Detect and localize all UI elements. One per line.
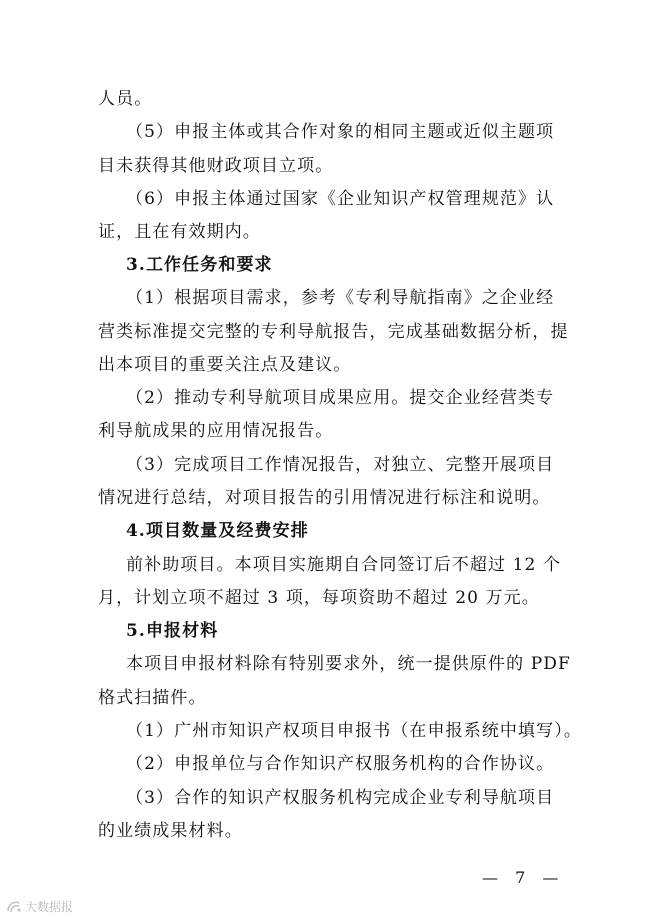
text-line: 的业绩成果材料。: [98, 821, 243, 841]
text-line: 本项目申报材料除有特别要求外，统一提供原件的 PDF: [126, 654, 571, 674]
text-line: （1）根据项目需求，参考《专利导航指南》之企业经: [126, 288, 555, 308]
text-line: 证，且在有效期内。: [98, 222, 261, 242]
watermark-text: 大数据报: [25, 900, 74, 914]
text-line: （3）合作的知识产权服务机构完成企业专利导航项目: [126, 788, 555, 808]
page-number: — 7 —: [482, 868, 565, 887]
text-line: 月，计划立项不超过 3 项，每项资助不超过 20 万元。: [98, 588, 540, 608]
text-line: 格式扫描件。: [98, 688, 207, 708]
text-line: 目未获得其他财政项目立项。: [98, 156, 334, 176]
watermark-logo-icon: [6, 900, 22, 914]
text-line: （6）申报主体通过国家《企业知识产权管理规范》认: [126, 189, 555, 209]
section-heading: 3.工作任务和要求: [126, 255, 273, 275]
text-line: 利导航成果的应用情况报告。: [98, 421, 334, 441]
text-line: （2）推动专利导航项目成果应用。提交企业经营类专: [126, 388, 555, 408]
watermark: [6, 898, 73, 915]
text-line: 出本项目的重要关注点及建议。: [98, 355, 352, 375]
text-line: （5）申报主体或其合作对象的相同主题或近似主题项: [126, 122, 555, 142]
text-line: 情况进行总结，对项目报告的引用情况进行标注和说明。: [98, 488, 551, 508]
text-line: （3）完成项目工作情况报告，对独立、完整开展项目: [126, 455, 555, 475]
section-heading: 4.项目数量及经费安排: [126, 521, 309, 541]
text-line: （1）广州市知识产权项目申报书（在申报系统中填写）。: [126, 721, 582, 741]
section-heading: 5.申报材料: [126, 621, 219, 641]
text-line: 人员。: [98, 89, 153, 109]
text-line: （2）申报单位与合作知识产权服务机构的合作协议。: [126, 754, 555, 774]
text-line: 营类标准提交完整的专利导航报告，完成基础数据分析，提: [98, 322, 569, 342]
text-line: 前补助项目。本项目实施期自合同签订后不超过 12 个: [126, 555, 562, 575]
